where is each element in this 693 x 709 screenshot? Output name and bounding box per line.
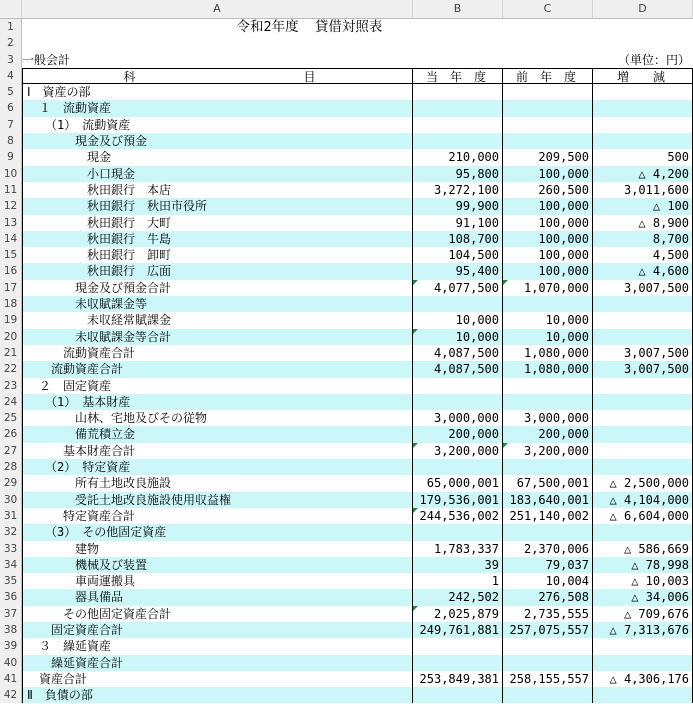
select-all-corner[interactable] [0,0,22,18]
table-row [0,508,693,524]
table-row [0,247,693,263]
cell-subject[interactable]: 現金及び預金 [22,133,413,149]
table-row [0,133,693,149]
row-number[interactable]: 31 [0,508,22,524]
cell-change[interactable] [593,296,693,312]
cell-change[interactable] [593,410,693,426]
cell-change[interactable]: △ 4,200 [593,166,693,182]
cell-current[interactable]: 4,087,500 [413,361,503,377]
row-number[interactable]: 19 [0,312,22,328]
cell-previous[interactable]: 10,000 [503,329,593,345]
header-previous-year[interactable]: 前 年 度 [503,68,593,84]
error-indicator-icon[interactable] [503,280,508,285]
table-row [0,671,693,687]
report-title: 令和2年度 貸借対照表 [207,19,413,35]
cell-previous[interactable]: 1,070,000 [503,280,593,296]
cell-change[interactable] [593,459,693,475]
table-row [0,426,693,442]
cell-previous[interactable]: 100,000 [503,263,593,279]
table-row [0,329,693,345]
cell-previous[interactable]: 3,000,000 [503,410,593,426]
cell-previous[interactable]: 10,004 [503,573,593,589]
cell-change[interactable] [593,378,693,394]
cell-current[interactable] [413,655,503,671]
table-row [0,231,693,247]
cell-b[interactable] [413,35,503,51]
row-number[interactable]: 33 [0,541,22,557]
header-subject[interactable]: 科 目 [22,68,413,84]
cell-subject[interactable]: 備荒積立金 [22,426,413,442]
cell-current[interactable]: 1 [413,573,503,589]
table-row [0,475,693,491]
cell-subject[interactable]: 秋田銀行 広面 [22,263,413,279]
cell-subject[interactable]: 未収経常賦課金 [22,312,413,328]
cell-current[interactable]: 253,849,381 [413,671,503,687]
cell-change[interactable] [593,312,693,328]
header-change[interactable]: 増 減 [593,68,693,84]
error-indicator-icon[interactable] [413,280,418,285]
table-row [0,622,693,638]
cell-subject[interactable]: （2） 特定資産 [22,459,413,475]
cell-d[interactable] [593,35,693,51]
cell-previous[interactable]: 67,500,001 [503,475,593,491]
row-number[interactable]: 21 [0,345,22,361]
row-number[interactable]: 39 [0,638,22,654]
cell-current[interactable] [413,459,503,475]
cell-current[interactable]: 95,800 [413,166,503,182]
cell-subject[interactable]: 流動資産合計 [22,361,413,377]
cell-subject[interactable]: 基本財産合計 [22,443,413,459]
cell-current[interactable]: 91,100 [413,215,503,231]
cell-current[interactable]: 200,000 [413,426,503,442]
row-number[interactable]: 4 [0,68,22,84]
table-row [0,263,693,279]
table-row [0,524,693,540]
cell-subject[interactable]: 器具備品 [22,589,413,605]
table-row [0,655,693,671]
cell-subject[interactable]: 未収賦課金等 [22,296,413,312]
cell-subject[interactable]: ２ 固定資産 [22,378,413,394]
error-indicator-icon[interactable] [413,329,418,334]
row-number[interactable]: 24 [0,394,22,410]
row-number[interactable]: 25 [0,410,22,426]
cell-subject[interactable]: 繰延資産合計 [22,655,413,671]
row-number[interactable]: 32 [0,524,22,540]
cell-a[interactable] [22,35,413,51]
row-number[interactable]: 27 [0,443,22,459]
cell-b[interactable] [413,52,503,68]
cell-previous[interactable]: 100,000 [503,198,593,214]
cell-d[interactable] [593,19,693,35]
cell-subject[interactable]: 小口現金 [22,166,413,182]
unit-label[interactable]: （単位：円） [617,52,690,67]
table-row [0,541,693,557]
cell-change[interactable] [593,443,693,459]
cell-current[interactable]: 99,900 [413,198,503,214]
cell-change[interactable]: △ 10,003 [593,573,693,589]
table-row [0,296,693,312]
table-row [0,280,693,296]
table-row [0,198,693,214]
cell-subject[interactable]: （3） その他固定資産 [22,524,413,540]
cell-previous[interactable]: 2,735,555 [503,606,593,622]
cell-current[interactable] [413,638,503,654]
cell-change[interactable] [593,524,693,540]
cell-change[interactable]: △ 2,500,000 [593,475,693,491]
cell-previous[interactable]: 10,000 [503,312,593,328]
cell-previous[interactable]: 251,140,002 [503,508,593,524]
error-indicator-icon[interactable] [413,508,418,513]
column-header-a[interactable]: A [22,0,413,18]
cell-current[interactable] [413,84,503,100]
table-row [0,52,693,68]
cell-subject[interactable]: 秋田銀行 秋田市役所 [22,198,413,214]
cell-subject[interactable]: （1） 流動資産 [22,117,413,133]
table-row [0,638,693,654]
cell-change[interactable]: 8,700 [593,231,693,247]
cell-change[interactable]: 3,007,500 [593,345,693,361]
table-row [0,19,693,35]
cell-subject[interactable]: Ⅱ 負債の部 [22,687,413,703]
cell-current[interactable] [413,394,503,410]
cell-current[interactable]: 2,025,879 [413,606,503,622]
cell-previous[interactable]: 100,000 [503,215,593,231]
cell-previous[interactable]: 183,640,001 [503,492,593,508]
cell-subject[interactable]: 現金 [22,149,413,165]
table-row [0,215,693,231]
error-indicator-icon[interactable] [413,443,418,448]
header-row [0,68,693,84]
row-number[interactable]: 20 [0,329,22,345]
table-row [0,687,693,703]
table-row [0,573,693,589]
cell-current[interactable]: 244,536,002 [413,508,503,524]
row-number[interactable]: 26 [0,426,22,442]
column-header-d[interactable]: D [593,0,693,18]
row-number[interactable]: 10 [0,166,22,182]
cell-previous[interactable] [503,378,593,394]
cell-subject[interactable]: １ 流動資産 [22,100,413,116]
table-row [0,345,693,361]
cell-change[interactable]: 500 [593,149,693,165]
cell-current[interactable] [413,133,503,149]
error-indicator-icon[interactable] [503,443,508,448]
cell-change[interactable]: △ 6,604,000 [593,508,693,524]
row-number[interactable]: 34 [0,557,22,573]
cell-subject[interactable]: 秋田銀行 大町 [22,215,413,231]
row-number[interactable]: 16 [0,263,22,279]
row-number[interactable]: 38 [0,622,22,638]
cell-change[interactable]: △ 4,600 [593,263,693,279]
cell-subject[interactable]: その他固定資産合計 [22,606,413,622]
table-row [0,117,693,133]
cell-subject[interactable]: 未収賦課金等合計 [22,329,413,345]
cell-change[interactable] [593,655,693,671]
column-header-bar [0,0,693,19]
cell-current[interactable]: 1,783,337 [413,541,503,557]
row-number[interactable]: 17 [0,280,22,296]
row-number[interactable]: 12 [0,198,22,214]
cell-previous[interactable]: 100,000 [503,247,593,263]
row-number[interactable]: 40 [0,655,22,671]
row-number[interactable]: 28 [0,459,22,475]
row-number[interactable]: 30 [0,492,22,508]
cell-subject[interactable]: ３ 繰延資産 [22,638,413,654]
cell-change[interactable] [593,100,693,116]
cell-current[interactable]: 65,000,001 [413,475,503,491]
cell-change[interactable]: 3,007,500 [593,280,693,296]
cell-subject[interactable]: 機械及び装置 [22,557,413,573]
column-header-c[interactable]: C [503,0,593,18]
cell-current[interactable]: 179,536,001 [413,492,503,508]
cell-subject[interactable]: 現金及び預金合計 [22,280,413,296]
cell-change[interactable] [593,133,693,149]
cell-change[interactable]: △ 4,306,176 [593,671,693,687]
error-indicator-icon[interactable] [413,606,418,611]
cell-change[interactable]: △ 709,676 [593,606,693,622]
cell-change[interactable] [593,329,693,345]
table-row [0,182,693,198]
cell-previous[interactable]: 260,500 [503,182,593,198]
cell-current[interactable]: 249,761,881 [413,622,503,638]
cell-previous[interactable]: 3,200,000 [503,443,593,459]
table-row [0,492,693,508]
row-number[interactable]: 36 [0,589,22,605]
cell-change[interactable] [593,84,693,100]
cell-change[interactable]: 3,011,600 [593,182,693,198]
cell-change[interactable]: △ 7,313,676 [593,622,693,638]
cell-subject[interactable]: 所有土地改良施設 [22,475,413,491]
table-row [0,606,693,622]
cell-previous[interactable]: 257,075,557 [503,622,593,638]
row-number[interactable]: 22 [0,361,22,377]
cell-previous[interactable]: 79,037 [503,557,593,573]
cell-change[interactable]: △ 34,006 [593,589,693,605]
row-number[interactable]: 6 [0,100,22,116]
row-number[interactable]: 29 [0,475,22,491]
cell-current[interactable]: 4,087,500 [413,345,503,361]
cell-subject[interactable]: Ⅰ 資産の部 [22,84,413,100]
cell-current[interactable]: 104,500 [413,247,503,263]
cell-previous[interactable]: 276,508 [503,589,593,605]
cell-change[interactable] [593,426,693,442]
cell-previous[interactable]: 200,000 [503,426,593,442]
cell-previous[interactable]: 209,500 [503,149,593,165]
cell-current[interactable] [413,524,503,540]
cell-current[interactable]: 3,272,100 [413,182,503,198]
cell-subject[interactable]: 秋田銀行 本店 [22,182,413,198]
row-number[interactable]: 1 [0,19,22,35]
table-row [0,361,693,377]
cell-subject[interactable]: 特定資産合計 [22,508,413,524]
cell-change[interactable]: △ 586,669 [593,541,693,557]
cell-subject[interactable]: 固定資産合計 [22,622,413,638]
cell-change[interactable] [593,638,693,654]
cell-change[interactable] [593,117,693,133]
cell-current[interactable]: 95,400 [413,263,503,279]
table-row [0,394,693,410]
cell-subject[interactable]: 山林、宅地及びその従物 [22,410,413,426]
row-number[interactable]: 42 [0,687,22,703]
row-number[interactable]: 9 [0,149,22,165]
cell-previous[interactable]: 2,370,006 [503,541,593,557]
cell-previous[interactable] [503,394,593,410]
cell-previous[interactable] [503,84,593,100]
table-row [0,84,693,100]
table-row [0,443,693,459]
cell-current[interactable]: 4,077,500 [413,280,503,296]
cell-previous[interactable] [503,638,593,654]
cell-subject[interactable]: 流動資産合計 [22,345,413,361]
cell-current[interactable]: 108,700 [413,231,503,247]
cell-change[interactable]: 4,500 [593,247,693,263]
row-number[interactable]: 2 [0,35,22,51]
cell-current[interactable]: 10,000 [413,329,503,345]
cell-previous[interactable] [503,100,593,116]
cell-previous[interactable] [503,687,593,703]
cell-current[interactable]: 210,000 [413,149,503,165]
cell-current[interactable] [413,687,503,703]
cell-previous[interactable] [503,459,593,475]
cell-subject[interactable]: 秋田銀行 牛島 [22,231,413,247]
row-number[interactable]: 35 [0,573,22,589]
cell-change[interactable]: △ 100 [593,198,693,214]
row-number[interactable]: 41 [0,671,22,687]
cell-subject[interactable]: 資産合計 [22,671,413,687]
cell-subject[interactable]: 秋田銀行 卸町 [22,247,413,263]
table-row [0,312,693,328]
table-row [0,589,693,605]
cell-change[interactable]: △ 78,998 [593,557,693,573]
cell-previous[interactable] [503,133,593,149]
cell-current[interactable] [413,117,503,133]
account-label[interactable]: 一般会計 [22,52,71,67]
cell-change[interactable]: △ 4,104,000 [593,492,693,508]
row-number[interactable]: 15 [0,247,22,263]
title-cell[interactable] [22,19,593,35]
table-row [0,557,693,573]
cell-previous[interactable] [503,296,593,312]
cell-change[interactable]: △ 8,900 [593,215,693,231]
cell-current[interactable]: 242,502 [413,589,503,605]
table-row [0,149,693,165]
cell-previous[interactable] [503,524,593,540]
row-number[interactable]: 5 [0,84,22,100]
table-row [0,378,693,394]
row-number[interactable]: 3 [0,52,22,68]
cell-c[interactable] [503,35,593,51]
table-row [0,459,693,475]
table-row [0,100,693,116]
cell-subject[interactable]: 車両運搬具 [22,573,413,589]
cell-current[interactable] [413,100,503,116]
cell-c[interactable] [503,52,593,68]
cell-change[interactable] [593,687,693,703]
cell-current[interactable]: 10,000 [413,312,503,328]
row-number[interactable]: 7 [0,117,22,133]
row-number[interactable]: 11 [0,182,22,198]
cell-previous[interactable] [503,655,593,671]
cell-change[interactable] [593,394,693,410]
row-number[interactable]: 23 [0,378,22,394]
row-number[interactable]: 18 [0,296,22,312]
table-row [0,166,693,182]
header-current-year[interactable]: 当 年 度 [413,68,503,84]
row-number[interactable]: 8 [0,133,22,149]
cell-previous[interactable] [503,117,593,133]
cell-change[interactable]: 3,007,500 [593,361,693,377]
cell-subject[interactable]: 受託土地改良施設使用収益権 [22,492,413,508]
table-row [0,410,693,426]
row-number[interactable]: 37 [0,606,22,622]
sheet-rows [0,19,693,703]
cell-previous[interactable]: 1,080,000 [503,361,593,377]
cell-current[interactable]: 3,000,000 [413,410,503,426]
row-number[interactable]: 13 [0,215,22,231]
cell-previous[interactable]: 258,155,557 [503,671,593,687]
cell-current[interactable]: 3,200,000 [413,443,503,459]
cell-current[interactable]: 39 [413,557,503,573]
cell-previous[interactable]: 100,000 [503,166,593,182]
row-number[interactable]: 14 [0,231,22,247]
cell-subject[interactable]: （1） 基本財産 [22,394,413,410]
cell-previous[interactable]: 1,080,000 [503,345,593,361]
column-header-b[interactable]: B [413,0,503,18]
cell-previous[interactable]: 100,000 [503,231,593,247]
table-row [0,35,693,51]
cell-current[interactable] [413,378,503,394]
cell-subject[interactable]: 建物 [22,541,413,557]
cell-current[interactable] [413,296,503,312]
